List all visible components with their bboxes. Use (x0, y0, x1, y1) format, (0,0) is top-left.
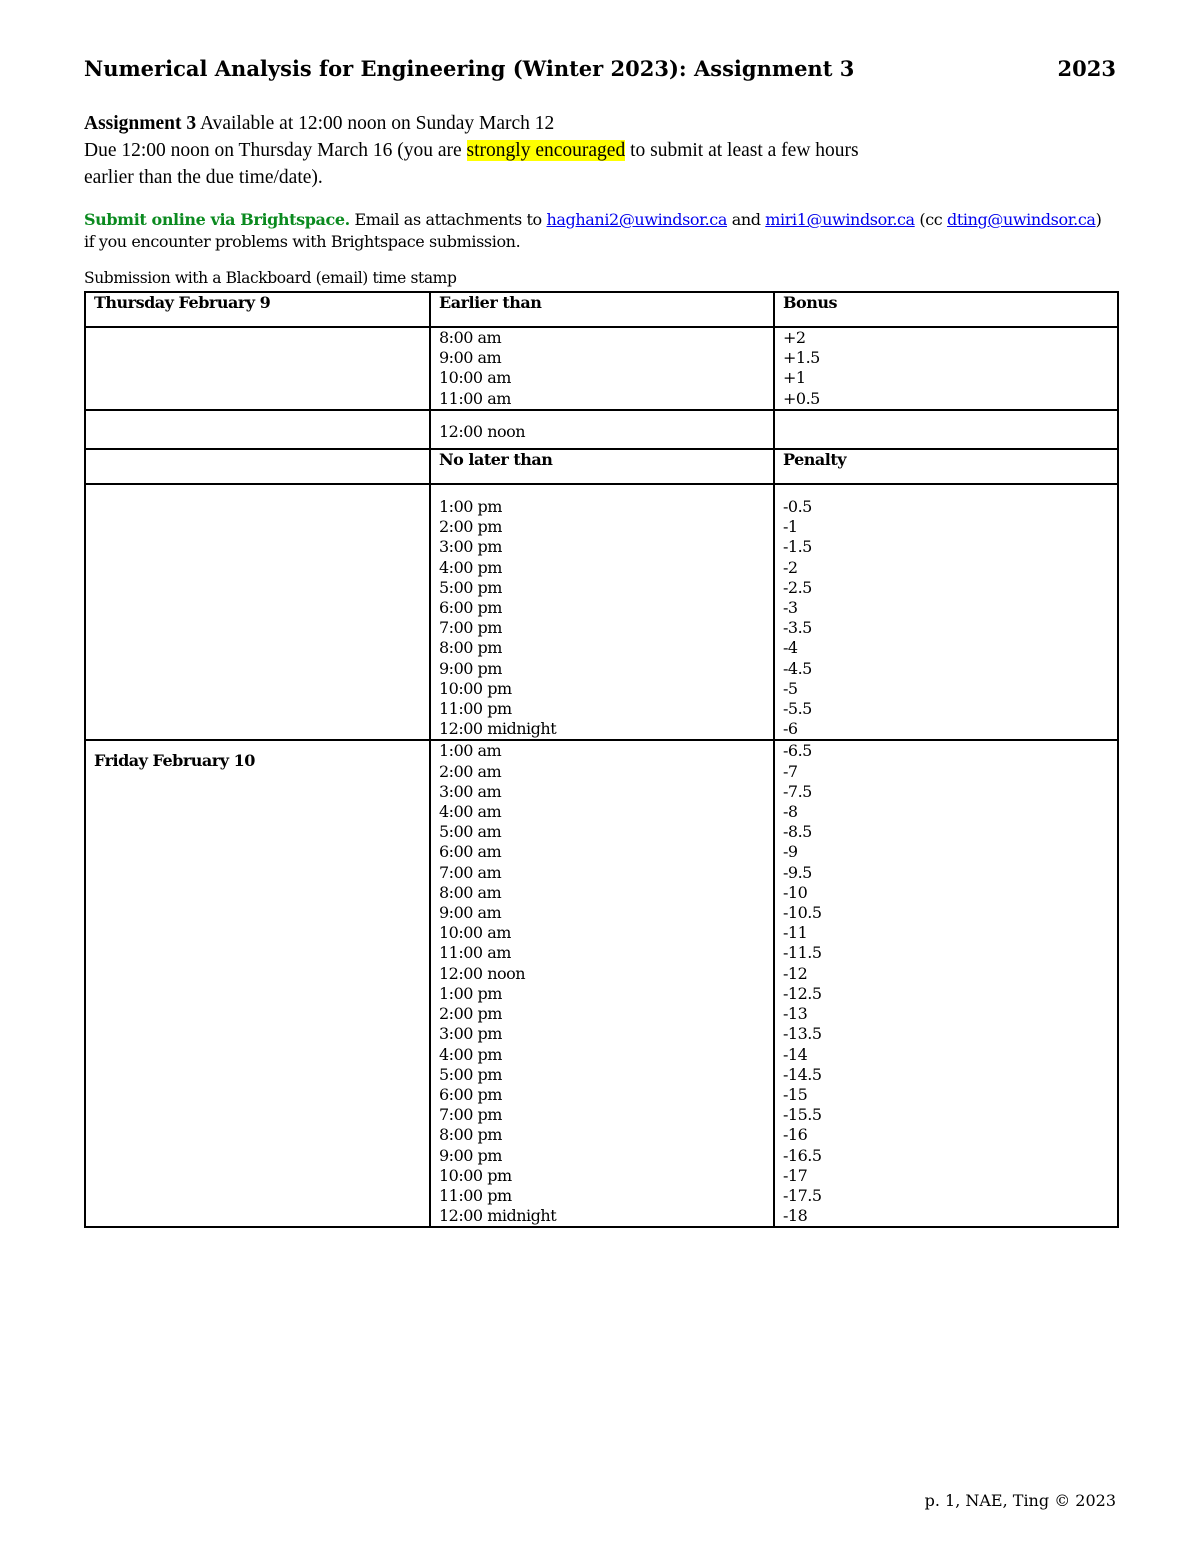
table-line: -12.5 (783, 983, 822, 1003)
submission-instructions (84, 209, 1124, 253)
table-line: -15.5 (783, 1105, 822, 1125)
table-line: 10:00 pm (439, 1165, 512, 1185)
submit-text-close: ) (1095, 210, 1102, 229)
table-line: 9:00 pm (439, 658, 502, 678)
thursday-penalties-cell (774, 484, 1118, 740)
table-line: -14 (783, 1044, 808, 1064)
table-line: -3 (783, 598, 798, 618)
table-line: -9.5 (783, 862, 812, 882)
table-line: 10:00 am (439, 368, 511, 388)
table-line: 11:00 pm (439, 699, 512, 719)
penalty-header-row (85, 449, 1118, 484)
table-line: 4:00 am (439, 802, 502, 822)
table-line: 11:00 am (439, 388, 511, 408)
friday-penalty-row (85, 740, 1118, 1227)
empty-cell (85, 327, 430, 410)
availability-text: Available at 12:00 noon on Sunday March 12 (196, 113, 555, 134)
table-line: -2 (783, 557, 798, 577)
table-line: -0.5 (783, 497, 812, 517)
friday-penalties-cell (774, 740, 1118, 1227)
table-line: -4 (783, 638, 798, 658)
table-line: -15 (783, 1084, 808, 1104)
table-header-row (85, 292, 1118, 327)
table-line: 3:00 pm (439, 537, 502, 557)
empty-cell (85, 410, 430, 449)
table-line: -8 (783, 802, 798, 822)
table-line: 6:00 pm (439, 598, 502, 618)
header-penalty: Penalty (774, 449, 1118, 484)
bonus-row (85, 327, 1118, 410)
table-line: -5.5 (783, 699, 812, 719)
table-line: 3:00 am (439, 781, 502, 801)
email-link-miri[interactable]: miri1@uwindsor.ca (765, 210, 915, 229)
table-line: 2:00 am (439, 761, 502, 781)
table-line: 7:00 pm (439, 1105, 502, 1125)
highlighted-text: strongly encouraged (466, 140, 626, 161)
submit-online-note: Submit online via Brightspace. (84, 210, 350, 229)
header-year: 2023 (1057, 56, 1116, 81)
table-line: +0.5 (783, 388, 820, 408)
empty-cell (85, 484, 430, 740)
table-line: -10 (783, 882, 808, 902)
friday-times-cell (430, 740, 774, 1227)
email-link-ting[interactable]: dting@uwindsor.ca (947, 210, 1096, 229)
table-line: 11:00 am (439, 943, 511, 963)
submit-text-cc: (cc (914, 210, 948, 229)
table-line: 4:00 pm (439, 557, 502, 577)
table-line: 10:00 pm (439, 678, 512, 698)
header-no-later-than: No later than (430, 449, 774, 484)
table-line: -13 (783, 1004, 808, 1024)
table-caption: Submission with a Blackboard (email) time stamp (84, 269, 457, 287)
table-line: 8:00 pm (439, 638, 502, 658)
table-line: -11.5 (783, 943, 822, 963)
table-line: 5:00 pm (439, 1064, 502, 1084)
submit-text-and: and (727, 210, 766, 229)
table-line: -11 (783, 923, 808, 943)
table-line: +2 (783, 328, 806, 347)
bonus-values-cell (774, 327, 1118, 410)
table-line: -1.5 (783, 537, 812, 557)
table-line: 12:00 midnight (439, 1206, 557, 1226)
table-line: 2:00 pm (439, 517, 502, 537)
table-line: 2:00 pm (439, 1004, 502, 1024)
table-line: +1.5 (783, 348, 820, 368)
due-text: Due 12:00 noon on Thursday March 16 (you are (84, 140, 467, 161)
table-line: -8.5 (783, 822, 812, 842)
table-line: 1:00 am (439, 741, 502, 761)
page-footer: p. 1, NAE, Ting © 2023 (924, 1491, 1116, 1510)
table-line: -10.5 (783, 903, 822, 923)
table-line: -17 (783, 1165, 808, 1185)
table-line: -2.5 (783, 577, 812, 597)
empty-cell (774, 410, 1118, 449)
table-line: 6:00 am (439, 842, 502, 862)
due-row (85, 410, 1118, 449)
table-line: -7.5 (783, 781, 812, 801)
availability-line (84, 110, 1116, 137)
table-line: 9:00 am (439, 903, 502, 923)
table-line: 5:00 pm (439, 577, 502, 597)
table-line: 9:00 pm (439, 1145, 502, 1165)
table-line: -6.5 (783, 741, 812, 761)
due-text-after: to submit at least a few hours (625, 140, 859, 161)
table-line: -9 (783, 842, 798, 862)
table-line: 5:00 am (439, 822, 502, 842)
email-link-haghani[interactable]: haghani2@uwindsor.ca (546, 210, 728, 229)
header-earlier-than: Earlier than (430, 292, 774, 327)
table-line: -1 (783, 517, 798, 537)
table-line: 1:00 pm (439, 497, 502, 517)
table-line: +1 (783, 368, 806, 388)
table-line: 11:00 pm (439, 1185, 512, 1205)
table-line: -3.5 (783, 618, 812, 638)
table-line: 8:00 am (439, 328, 502, 347)
table-line: 1:00 pm (439, 983, 502, 1003)
due-line-continued: earlier than the due time/date). (84, 167, 323, 188)
bonus-times-cell (430, 327, 774, 410)
header-day: Thursday February 9 (85, 292, 430, 327)
table-line: -16 (783, 1125, 808, 1145)
assignment-label: Assignment 3 (84, 113, 197, 134)
table-line: -6 (783, 719, 798, 739)
assignment-intro (84, 110, 1116, 191)
document-title: Numerical Analysis for Engineering (Winter 2023): Assignment 3 (84, 56, 855, 81)
table-line: 12:00 noon (439, 963, 526, 983)
table-line: 3:00 pm (439, 1024, 502, 1044)
page-header (84, 56, 1116, 86)
due-line (84, 137, 1116, 164)
table-line: 6:00 pm (439, 1084, 502, 1104)
table-line: -16.5 (783, 1145, 822, 1165)
table-line: -12 (783, 963, 808, 983)
table-line: 8:00 am (439, 882, 502, 902)
table-line: -13.5 (783, 1024, 822, 1044)
table-line: -18 (783, 1206, 808, 1226)
friday-label: Friday February 10 (85, 740, 430, 1227)
table-line: -7 (783, 761, 798, 781)
empty-cell (85, 449, 430, 484)
table-line: -5 (783, 678, 798, 698)
submit-problem-note: if you encounter problems with Brightspace submission. (84, 232, 521, 251)
table-line: 4:00 pm (439, 1044, 502, 1064)
header-bonus: Bonus (774, 292, 1118, 327)
table-line: 10:00 am (439, 923, 511, 943)
table-line: -17.5 (783, 1185, 822, 1205)
table-line: -14.5 (783, 1064, 822, 1084)
table-line: 12:00 midnight (439, 719, 557, 739)
table-line: 7:00 pm (439, 618, 502, 638)
thursday-times-cell (430, 484, 774, 740)
table-line: 8:00 pm (439, 1125, 502, 1145)
due-time-cell: 12:00 noon (430, 410, 774, 449)
table-line: -4.5 (783, 658, 812, 678)
table-line: 9:00 am (439, 348, 502, 368)
thursday-penalty-row (85, 484, 1118, 740)
table-line: 7:00 am (439, 862, 502, 882)
submit-text: Email as attachments to (349, 210, 547, 229)
bonus-penalty-table (84, 291, 1119, 1228)
